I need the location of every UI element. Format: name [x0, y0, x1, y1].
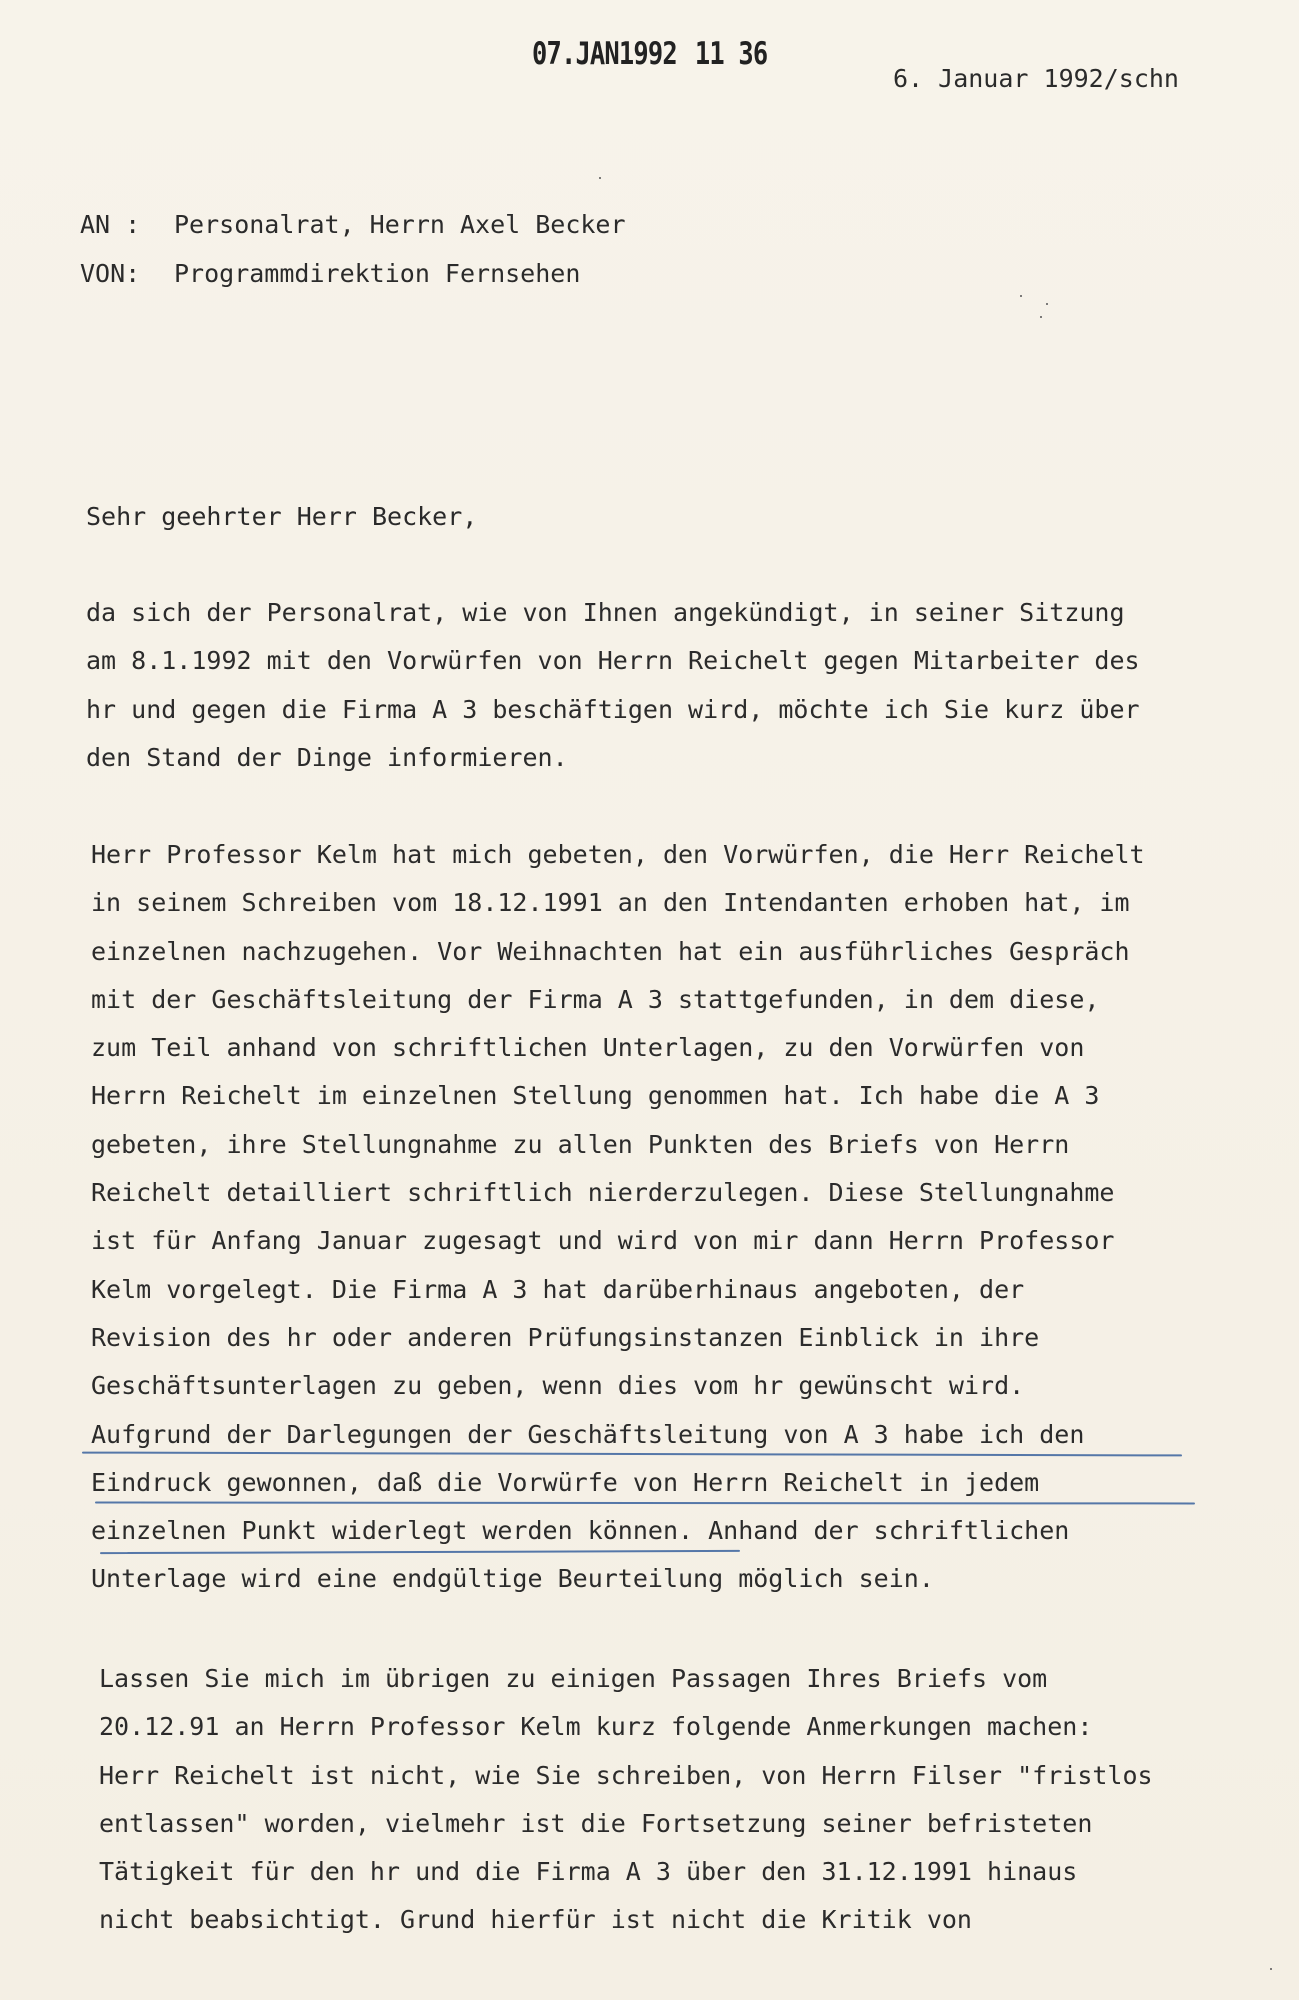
salutation: Sehr geehrter Herr Becker,: [86, 502, 478, 531]
header-value: Personalrat, Herrn Axel Becker: [174, 210, 626, 239]
text-line: Geschäftsunterlagen zu geben, wenn dies vom hr gewünscht wird.: [91, 1371, 1025, 1401]
text-line: Revision des hr oder anderen Prüfungsinstanzen Einblick in ihre: [91, 1322, 1040, 1352]
text-line: ist für Anfang Januar zugesagt und wird von mir dann Herrn Professor: [91, 1226, 1115, 1256]
stamp-time: 11 36: [694, 36, 768, 72]
address-header: [80, 210, 626, 308]
paper-speck: [1040, 316, 1042, 318]
paragraph-3: [99, 1664, 1153, 1954]
paper-speck: [1270, 1968, 1272, 1970]
text-line: einzelnen nachzugehen. Vor Weihnachten hat ein ausführliches Gespräch: [91, 936, 1130, 966]
text-line: am 8.1.1992 mit den Vorwürfen von Herrn Reichelt gegen Mitarbeiter des: [86, 646, 1140, 676]
text-line: gebeten, ihre Stellungnahme zu allen Punkten des Briefs von Herrn: [91, 1129, 1070, 1159]
text-line: Herrn Reichelt im einzelnen Stellung genommen hat. Ich habe die A 3: [91, 1081, 1100, 1111]
text-line: Reichelt detailliert schriftlich nierderzulegen. Diese Stellungnahme: [91, 1178, 1115, 1208]
text-line: hr und gegen die Firma A 3 beschäftigen wird, möchte ich Sie kurz über: [86, 694, 1140, 724]
text-line: entlassen" worden, vielmehr ist die Fortsetzung seiner befristeten: [99, 1808, 1093, 1838]
header-row-from: [80, 259, 626, 308]
stamp-date: 07.JAN1992: [532, 36, 677, 72]
text-line: zum Teil anhand von schriftlichen Unterlagen, zu den Vorwürfen von: [91, 1033, 1085, 1063]
paper-speck: [599, 177, 601, 179]
header-key: VON:: [80, 259, 141, 288]
text-line: Kelm vorgelegt. Die Firma A 3 hat darüberhinaus angeboten, der: [91, 1274, 1025, 1304]
text-line: Herr Reichelt ist nicht, wie Sie schreiben, von Herrn Filser "fristlos: [99, 1760, 1153, 1790]
text-line: Unterlage wird eine endgültige Beurteilung möglich sein.: [91, 1564, 934, 1594]
text-line: 20.12.91 an Herrn Professor Kelm kurz folgende Anmerkungen machen:: [99, 1712, 1093, 1742]
paper-speck: [1020, 295, 1022, 297]
header-key: AN :: [80, 210, 141, 239]
letter-date: 6. Januar 1992/schn: [893, 64, 1179, 93]
text-line: einzelnen Punkt widerlegt werden können. Anhand der schriftlichen: [91, 1516, 1070, 1546]
text-line: da sich der Personalrat, wie von Ihnen angekündigt, in seiner Sitzung: [86, 598, 1125, 627]
text-line: mit der Geschäftsleitung der Firma A 3 stattgefunden, in dem diese,: [91, 984, 1100, 1014]
header-value: Programmdirektion Fernsehen: [174, 259, 581, 288]
text-line: Herr Professor Kelm hat mich gebeten, den Vorwürfen, die Herr Reichelt: [91, 840, 1145, 869]
text-line: Tätigkeit für den hr und die Firma A 3 über den 31.12.1991 hinaus: [99, 1857, 1078, 1887]
paragraph-1: [86, 598, 1140, 791]
text-line: Aufgrund der Darlegungen der Geschäftsleitung von A 3 habe ich den: [91, 1419, 1085, 1449]
header-row-to: [80, 210, 626, 259]
text-line: den Stand der Dinge informieren.: [86, 742, 568, 772]
paragraph-2: [91, 840, 1145, 1613]
paper-speck: [1046, 303, 1048, 305]
text-line: Eindruck gewonnen, daß die Vorwürfe von Herrn Reichelt in jedem: [91, 1467, 1040, 1497]
text-line: nicht beabsichtigt. Grund hierfür ist nicht die Kritik von: [99, 1905, 972, 1935]
received-stamp: [532, 36, 767, 72]
text-line: in seinem Schreiben vom 18.12.1991 an den Intendanten erhoben hat, im: [91, 888, 1130, 918]
text-line: Lassen Sie mich im übrigen zu einigen Passagen Ihres Briefs vom: [99, 1664, 1048, 1693]
